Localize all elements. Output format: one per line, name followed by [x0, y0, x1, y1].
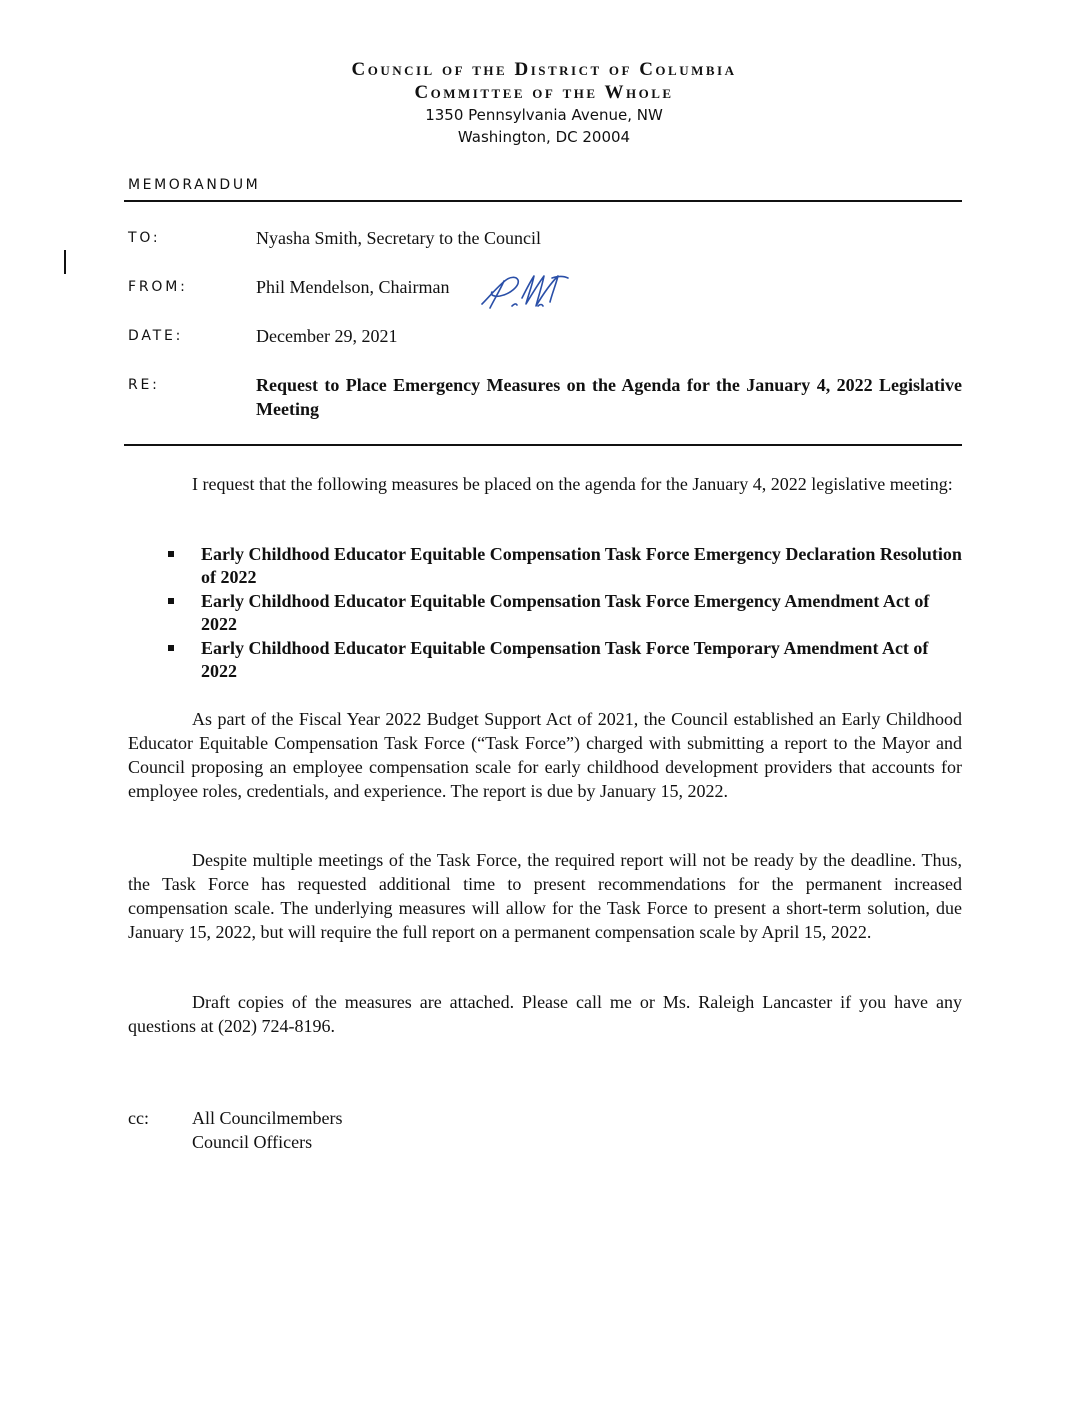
cc-label: cc: — [128, 1108, 149, 1128]
background-paragraph: As part of the Fiscal Year 2022 Budget Support Act of 2021, the Council established an Early Childhood Educator Equitable Compensation Task Force (“Task Force”) charged with submitting a report to the Mayor and Council proposing an employee compensation scale for early childhood development providers that accounts for employee roles, credentials, and experience. The report is due by January 15, 2022. — [128, 709, 962, 801]
bullet-square-icon — [168, 598, 174, 604]
bullet-square-icon — [168, 551, 174, 557]
list-item — [128, 543, 962, 589]
council-name: Council of the District of Columbia — [351, 59, 737, 80]
cc-recipient: All Councilmembers — [192, 1108, 343, 1128]
measures-list — [128, 543, 962, 684]
signature-icon — [476, 268, 572, 321]
header-rule — [124, 200, 962, 202]
committee-name: Committee of the Whole — [414, 82, 674, 103]
to-label: TO: — [128, 230, 161, 246]
list-item — [128, 637, 962, 683]
cc-recipients — [192, 1106, 342, 1154]
bullet-square-icon — [168, 645, 174, 651]
to-value: Nyasha Smith, Secretary to the Council — [256, 228, 541, 248]
letterhead — [0, 58, 1088, 148]
address-street: 1350 Pennsylvania Avenue, NW — [425, 106, 663, 124]
measure-title: Early Childhood Educator Equitable Compensation Task Force Emergency Amendment Act of 2022 — [201, 591, 930, 634]
memo-label: MEMORANDUM — [128, 177, 261, 193]
margin-change-bar — [64, 250, 66, 274]
list-item — [128, 590, 962, 636]
measure-title: Early Childhood Educator Equitable Compensation Task Force Temporary Amendment Act of 2022 — [201, 638, 929, 681]
fields-rule — [124, 444, 962, 446]
measure-title: Early Childhood Educator Equitable Compensation Task Force Emergency Declaration Resolution of 2022 — [201, 544, 962, 587]
address-city: Washington, DC 20004 — [457, 128, 631, 146]
from-label: FROM: — [128, 279, 188, 295]
from-value: Phil Mendelson, Chairman — [256, 277, 450, 297]
date-label: DATE: — [128, 328, 184, 344]
cc-recipient: Council Officers — [192, 1132, 313, 1152]
status-paragraph: Despite multiple meetings of the Task Force, the required report will not be ready by the deadline. Thus, the Task Force has requested additional time to present recommendations for the permanent increased compensation scale. The underlying measures will allow for the Task Force to present a short-term solution, due January 15, 2022, but will require the full report on a permanent compensation scale by April 15, 2022. — [128, 850, 962, 942]
intro-paragraph: I request that the following measures be placed on the agenda for the January 4, 2022 legislative meeting: — [192, 474, 953, 494]
contact-paragraph: Draft copies of the measures are attached. Please call me or Ms. Raleigh Lancaster if you have any questions at (202) 724-8196. — [128, 992, 962, 1036]
re-label: RE: — [128, 377, 160, 393]
date-value: December 29, 2021 — [256, 326, 398, 346]
re-value: Request to Place Emergency Measures on the Agenda for the January 4, 2022 Legislative Meeting — [256, 375, 962, 419]
